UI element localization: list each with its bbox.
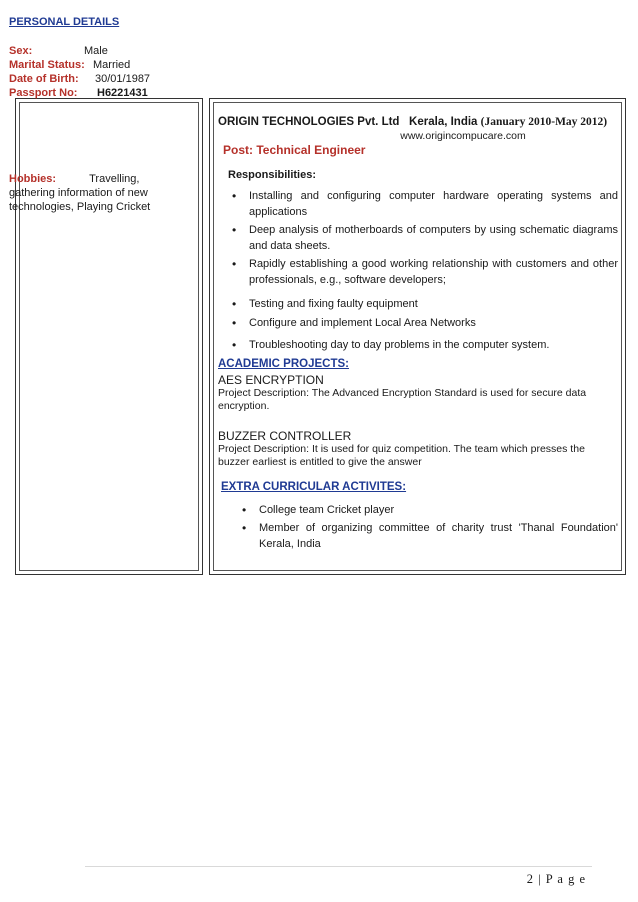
academic-projects-title: ACADEMIC PROJECTS: (218, 357, 349, 370)
field-marital-status: Marital Status: Married (9, 59, 131, 71)
responsibilities-list (218, 189, 618, 354)
hobbies: Hobbies: Travelling, gathering information of new technologies, Playing Cricket (9, 173, 151, 213)
responsibilities-title: Responsibilities: (228, 169, 317, 181)
list-item: • Member of organizing committee of charity trust 'Thanal Foundation' Kerala, India (259, 521, 618, 552)
list-item: • Rapidly establishing a good working relationship with customers and other professionals, e.g., software developers; (249, 257, 618, 288)
personal-details-content (9, 16, 181, 214)
field-sex: Sex: Male (9, 45, 108, 57)
experience-content (218, 116, 618, 555)
company-location: Kerala, India (409, 116, 478, 128)
company-website: www.origincompucare.com (400, 130, 526, 142)
extra-curricular-list (218, 503, 618, 553)
list-item: • Deep analysis of motherboards of computers by using schematic diagrams and data sheets. (249, 223, 618, 254)
company-line (218, 116, 618, 128)
list-item: • Installing and configuring computer hardware operating systems and applications (249, 189, 618, 220)
personal-details-title: PERSONAL DETAILS (9, 16, 120, 28)
post-title: Post: Technical Engineer (223, 143, 366, 157)
project-name: BUZZER CONTROLLER (218, 428, 352, 443)
list-item: • Configure and implement Local Area Networks (249, 316, 618, 332)
hobbies-value: Travelling, gathering information of new technologies, Playing Cricket (9, 173, 151, 213)
list-item: • College team Cricket player (259, 503, 618, 519)
field-date-of-birth: Date of Birth: 30/01/1987 (9, 73, 151, 85)
footer-divider (85, 866, 592, 867)
page-number: 2 | P a g e (526, 872, 586, 886)
employment-dates: (January 2010-May 2012) (480, 116, 608, 128)
list-item: • Testing and fixing faulty equipment (249, 297, 618, 313)
project-description: Project Description: It is used for quiz competition. The team which presses the buzzer earliest is entitled to give the answer (218, 442, 585, 468)
list-item: • Troubleshooting day to day problems in the computer system. (249, 338, 618, 354)
extra-curricular-title: EXTRA CURRICULAR ACTIVITES: (221, 480, 407, 493)
field-passport-no: Passport No: H6221431 (9, 87, 148, 99)
project-name: AES ENCRYPTION (218, 372, 324, 387)
company-name: ORIGIN TECHNOLOGIES Pvt. Ltd (218, 116, 400, 128)
project-description: Project Description: The Advanced Encryption Standard is used for secure data encryption. (218, 386, 587, 412)
